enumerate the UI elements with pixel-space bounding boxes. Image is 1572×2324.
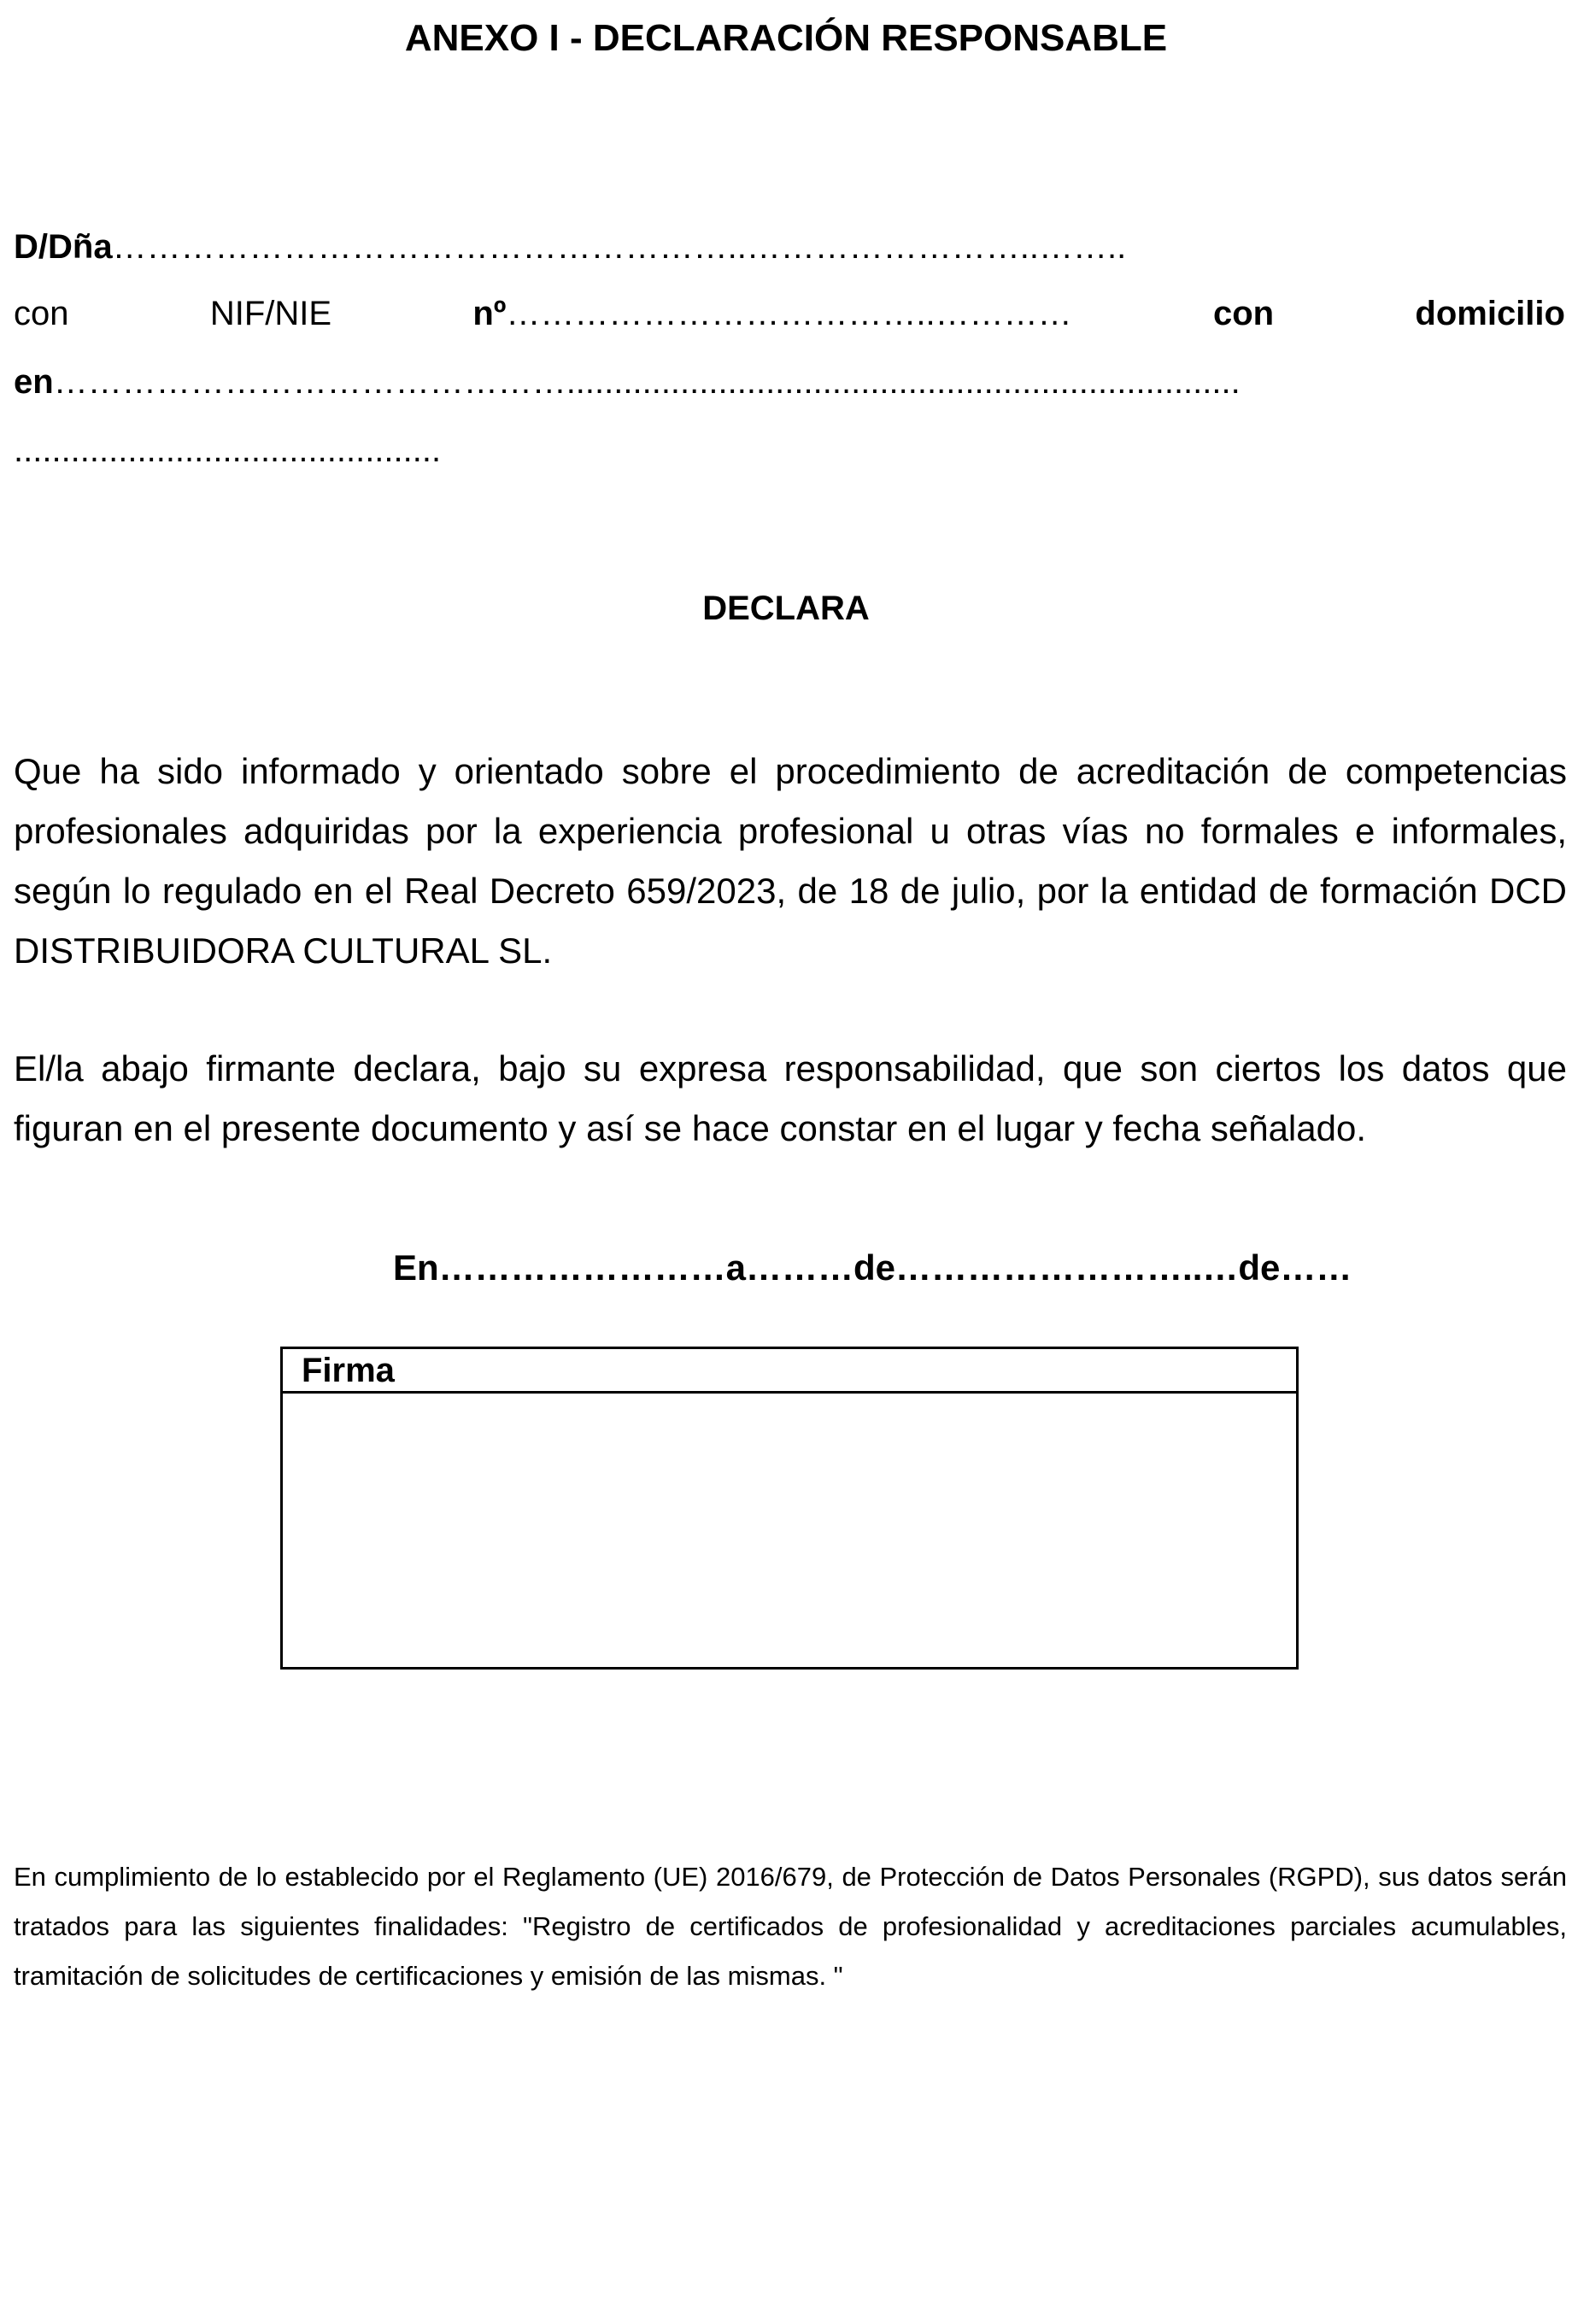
- con-word-1: con: [14, 295, 69, 332]
- name-label: D/Dña: [14, 228, 113, 266]
- nif-line: [14, 290, 1565, 337]
- document-title: ANEXO I - DECLARACIÓN RESPONSABLE: [404, 17, 1168, 59]
- place-date-line: En……………………a………de……………………..…de……: [393, 1247, 1352, 1288]
- data-protection-footer: En cumplimiento de lo establecido por el Reglamento (UE) 2016/679, de Protección de Datos Personales (RGPD), sus datos serán tratados para las siguientes finalidades: "Registro de certificados de profesionalidad y acreditaciones parciales acumulables, tramitación de solicitudes de certificaciones y emisión de las mismas. ": [14, 1862, 1567, 1991]
- en-dots: ……………………………………….......................................................................: [53, 363, 1241, 401]
- continuation-dots: .............................................: [14, 431, 442, 469]
- address-continuation: [14, 427, 441, 473]
- declara-heading: DECLARA: [702, 590, 870, 627]
- signature-box: [280, 1347, 1299, 1670]
- name-dots: ………………………………………………..……………………..……..: [112, 228, 1127, 266]
- signature-label: Firma: [283, 1349, 1296, 1394]
- no-dots: ………………………………..…………: [506, 295, 1072, 332]
- declaration-paragraph-1: Que ha sido informado y orientado sobre el procedimiento de acreditación de competencias profesionales adquiridas por la experiencia profesional u otras vías no formales e informales, según lo regulado en el Real Decreto 659/2023, de 18 de julio, por la entidad de formación DCD DISTRIBUIDORA CULTURAL SL.: [14, 751, 1567, 971]
- nif-number-field: [472, 290, 1071, 337]
- declaration-paragraph-2: El/la abajo firmante declara, bajo su expresa responsabilidad, que son ciertos los datos que figuran en el presente documento y así se hace constar en el lugar y fecha señalado.: [14, 1048, 1567, 1148]
- domicilio-label: domicilio: [1415, 295, 1565, 332]
- nif-label: NIF/NIE: [209, 295, 332, 332]
- en-label: en: [14, 363, 54, 401]
- no-label: nº: [472, 295, 507, 332]
- name-line: [14, 224, 1126, 270]
- address-line: [14, 359, 1241, 405]
- con-word-2: con: [1212, 295, 1275, 332]
